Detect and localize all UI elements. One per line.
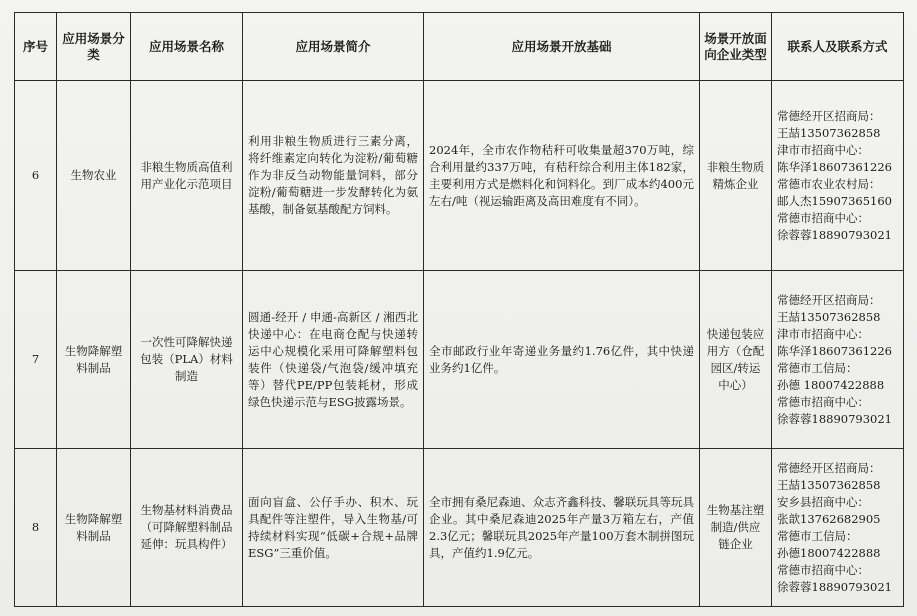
contact-line: 常德市农业农村局： [777,176,881,191]
row-contact [772,271,904,449]
row-intro: 圆通-经开 / 申通-高新区 / 湘西北快递中心：在电商仓配与快递转运中心规模化采用可降解塑料包装件（快递袋/气泡袋/缓冲填充等）替代PE/PP包装耗材，形成绿色快递示范与ESG披露场景。 [243,271,424,449]
contact-line: 邮人杰15907365160 [777,193,892,208]
table-row [15,449,904,607]
table-row [15,271,904,449]
contact-line: 津市市招商中心： [777,326,869,341]
row-target: 非粮生物质精炼企业 [700,81,772,271]
scenario-table [14,12,904,607]
contact-line: 王喆13507362858 [777,477,881,492]
contact-line: 徐蓉蓉18890793021 [777,411,892,426]
contact-line: 常德经开区招商局： [777,460,881,475]
row-category: 生物农业 [57,81,131,271]
contact-line: 陈华泽18607361226 [777,159,892,174]
contact-line: 徐蓉蓉18890793021 [777,227,892,242]
contact-line: 常德经开区招商局： [777,108,881,123]
contact-line: 常德市工信局： [777,360,858,375]
row-category: 生物降解塑料制品 [57,271,131,449]
header-contact: 联系人及联系方式 [772,13,904,81]
contact-line: 孙德 18007422888 [777,377,885,392]
row-basis: 全市拥有桑尼森迪、众志齐鑫科技、馨联玩具等玩具企业。其中桑尼森迪2025年产量3万箱左右，产值2.3亿元；馨联玩具2025年产量100万套木制拼图玩具，产值约1.9亿元。 [424,449,700,607]
header-intro: 应用场景简介 [243,13,424,81]
row-scenario-name: 生物基材料消费品（可降解塑料制品延伸：玩具构件） [131,449,243,607]
contact-line: 王喆13507362858 [777,309,881,324]
contact-line: 陈华泽18607361226 [777,343,892,358]
header-target: 场景开放面向企业类型 [700,13,772,81]
contact-line: 常德市招商中心： [777,394,869,409]
row-category: 生物降解塑料制品 [57,449,131,607]
contact-line: 王喆13507362858 [777,125,881,140]
row-scenario-name: 一次性可降解快递包装（PLA）材料制造 [131,271,243,449]
row-scenario-name: 非粮生物质高值利用产业化示范项目 [131,81,243,271]
header-basis: 应用场景开放基础 [424,13,700,81]
row-basis: 2024年，全市农作物秸秆可收集量超370万吨，综合利用量约337万吨，有秸秆综合利用主体182家，主要利用方式是燃料化和饲料化。到厂成本约400元左右/吨（视运输距离及高田难度有不同）。 [424,81,700,271]
row-number: 8 [15,449,57,607]
header-category: 应用场景分类 [57,13,131,81]
contact-line: 常德市招商中心： [777,562,869,577]
header-no: 序号 [15,13,57,81]
row-intro: 面向盲盒、公仔手办、积木、玩具配件等注塑件，导入生物基/可持续材料实现“低碳+合规+品牌ESG”三重价值。 [243,449,424,607]
contact-line: 津市市招商中心： [777,142,869,157]
contact-line: 孙德18007422888 [777,545,881,560]
row-intro: 利用非粮生物质进行三素分离，将纤维素定向转化为淀粉/葡萄糖作为非反刍动物能量饲料，部分淀粉/葡萄糖进一步发酵转化为氨基酸，制备氨基酸配方饲料。 [243,81,424,271]
table-row [15,81,904,271]
contact-line: 安乡县招商中心： [777,494,869,509]
contact-line: 常德市工信局： [777,528,858,543]
contact-line: 徐蓉蓉18890793021 [777,579,892,594]
contact-line: 常德经开区招商局： [777,292,881,307]
row-number: 6 [15,81,57,271]
header-row [15,13,904,81]
contact-line: 张歆13762682905 [777,511,881,526]
row-number: 7 [15,271,57,449]
row-target: 生物基注塑制造/供应链企业 [700,449,772,607]
row-basis: 全市邮政行业年寄递业务量约1.76亿件，其中快递业务约1亿件。 [424,271,700,449]
header-name: 应用场景名称 [131,13,243,81]
row-contact [772,449,904,607]
row-target: 快递包装应用方（仓配园区/转运中心） [700,271,772,449]
row-contact [772,81,904,271]
contact-line: 常德市招商中心： [777,210,869,225]
